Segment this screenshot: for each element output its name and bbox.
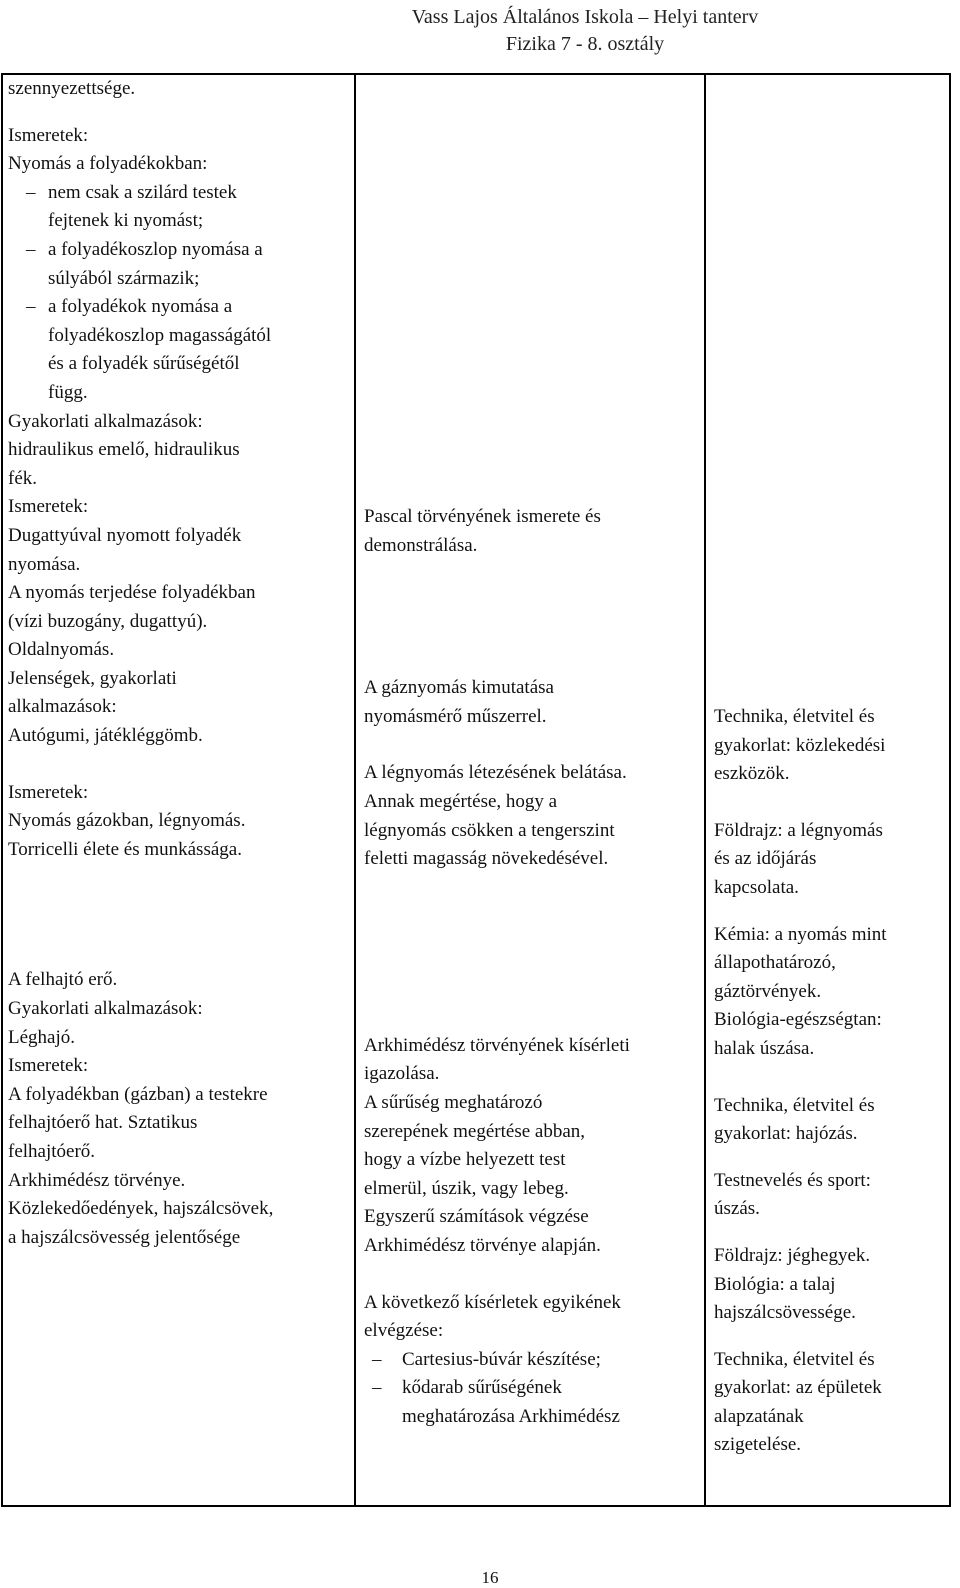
header-school-title: Vass Lajos Általános Iskola – Helyi tanterv <box>411 6 759 28</box>
text-line: Arkhimédész törvénye. <box>8 1169 186 1191</box>
dash-list-item: – nem csak a szilárd testek <box>8 179 350 208</box>
text-line: gáztörvények. <box>714 980 822 1002</box>
header-subject: Fizika 7 - 8. osztály <box>505 33 665 55</box>
text-line: Biológia: a talaj <box>714 1273 836 1295</box>
text-line: felhajtóerő. <box>8 1141 96 1162</box>
text-line: állapothatározó, <box>714 952 836 974</box>
text-line: Ismeretek: <box>8 1055 89 1077</box>
text-line: Léghajó. <box>8 1026 76 1048</box>
text-line: Oldalnyomás. <box>8 639 115 661</box>
text-line: Arkhimédész törvényének kísérleti <box>364 1034 630 1056</box>
table-right-border <box>949 73 951 1507</box>
text-line: Arkhimédész törvénye alapján. <box>364 1234 601 1256</box>
dash-list-item: – a folyadékoszlop nyomása a <box>8 236 350 265</box>
text-line: gyakorlat: közlekedési <box>714 734 886 756</box>
dash-list-item: – a folyadékok nyomása a <box>8 293 350 322</box>
text-line: Földrajz: jéghegyek. <box>714 1244 871 1266</box>
text-line: Jelenségek, gyakorlati <box>8 667 177 689</box>
text-line: A felhajtó erő. <box>8 969 118 991</box>
text-line: Nyomás gázokban, légnyomás. <box>8 810 246 832</box>
text-line: Dugattyúval nyomott folyadék <box>8 524 242 546</box>
text-line: a hajszálcsövesség jelentősége <box>8 1226 241 1248</box>
text-line: feletti magasság növekedésével. <box>364 848 609 870</box>
text-line: hogy a vízbe helyezett test <box>364 1149 566 1171</box>
text-line: hidraulikus emelő, hidraulikus <box>8 439 240 461</box>
text-line: súlyából származik; <box>48 267 200 289</box>
table-bottom-border <box>1 1505 951 1507</box>
text-line: gyakorlat: az épületek <box>714 1377 882 1399</box>
text-line: A légnyomás létezésének belátása. <box>364 762 627 784</box>
text-line: fejtenek ki nyomást; <box>48 210 204 232</box>
text-line: igazolása. <box>364 1063 440 1085</box>
text-line: kapcsolata. <box>714 876 799 898</box>
text-line: Gyakorlati alkalmazások: <box>8 410 203 432</box>
text-line: nyomása. <box>8 553 81 575</box>
text-line: Annak megértése, hogy a <box>364 790 558 812</box>
text-line: Biológia-egészségtan: <box>714 1009 882 1031</box>
text-line: Nyomás a folyadékokban: <box>8 153 208 175</box>
text-line: Ismeretek: <box>8 781 89 803</box>
page-number: 16 <box>481 1568 499 1587</box>
text-line: függ. <box>48 381 88 403</box>
text-line: fék. <box>8 467 38 489</box>
dash-list-item: – kődarab sűrűségének <box>364 1374 700 1403</box>
text-line: Egyszerű számítások végzése <box>364 1206 589 1228</box>
text-line: Gyakorlati alkalmazások: <box>8 998 203 1020</box>
text-line: gyakorlat: hajózás. <box>714 1123 858 1145</box>
text-line: Közlekedőedények, hajszálcsövek, <box>8 1198 274 1220</box>
text-line: nyomásmérő műszerrel. <box>364 705 547 727</box>
text-line: szerepének megértése abban, <box>364 1120 586 1142</box>
table-left-border <box>1 73 3 1507</box>
text-line: szigetelése. <box>714 1434 802 1456</box>
text-line: szennyezettsége. <box>8 78 136 99</box>
text-line: eszközök. <box>714 763 790 785</box>
text-line: folyadékoszlop magasságától <box>48 324 272 346</box>
text-line: elmerül, úszik, vagy lebeg. <box>364 1177 569 1199</box>
column-divider-2 <box>704 73 706 1507</box>
text-line: Torricelli élete és munkássága. <box>8 838 242 860</box>
text-line: Technika, életvitel és <box>714 706 875 727</box>
text-line: és az időjárás <box>714 848 817 870</box>
text-line: hajszálcsövessége. <box>714 1302 856 1324</box>
text-line: felhajtóerő hat. Sztatikus <box>8 1112 198 1134</box>
text-line: meghatározása Arkhimédész <box>402 1405 620 1427</box>
text-line: A nyomás terjedése folyadékban <box>8 582 256 604</box>
text-line: elvégzése: <box>364 1320 444 1342</box>
column-divider-1 <box>354 73 356 1507</box>
text-line: Kémia: a nyomás mint <box>714 923 887 945</box>
text-line: légnyomás csökken a tengerszint <box>364 819 615 841</box>
text-line: Testnevelés és sport: <box>714 1169 871 1191</box>
text-line: úszás. <box>714 1198 760 1220</box>
content-column <box>8 75 350 1252</box>
text-line: Technika, életvitel és <box>714 1348 875 1370</box>
text-line: Autógumi, játékléggömb. <box>8 725 203 747</box>
text-line: demonstrálása. <box>364 534 478 556</box>
text-line: és a folyadék sűrűségétől <box>48 353 240 375</box>
text-line: alkalmazások: <box>8 696 117 718</box>
text-line: A sűrűség meghatározó <box>364 1091 543 1113</box>
text-line: alapzatának <box>714 1405 804 1427</box>
text-line: A gáznyomás kimutatása <box>364 677 554 699</box>
text-line: A folyadékban (gázban) a testekre <box>8 1083 268 1105</box>
connections-column <box>714 703 946 1460</box>
text-line: (vízi buzogány, dugattyú). <box>8 610 208 632</box>
text-line: A következő kísérletek egyikének <box>364 1291 621 1313</box>
text-line: Technika, életvitel és <box>714 1094 875 1116</box>
text-line: halak úszása. <box>714 1037 815 1059</box>
text-line: Ismeretek: <box>8 496 89 518</box>
text-line: Pascal törvényének ismerete és <box>364 506 601 527</box>
requirements-column <box>364 503 700 1431</box>
text-line: Ismeretek: <box>8 124 89 146</box>
text-line: Földrajz: a légnyomás <box>714 819 883 841</box>
dash-list-item: – Cartesius-búvár készítése; <box>364 1346 700 1375</box>
